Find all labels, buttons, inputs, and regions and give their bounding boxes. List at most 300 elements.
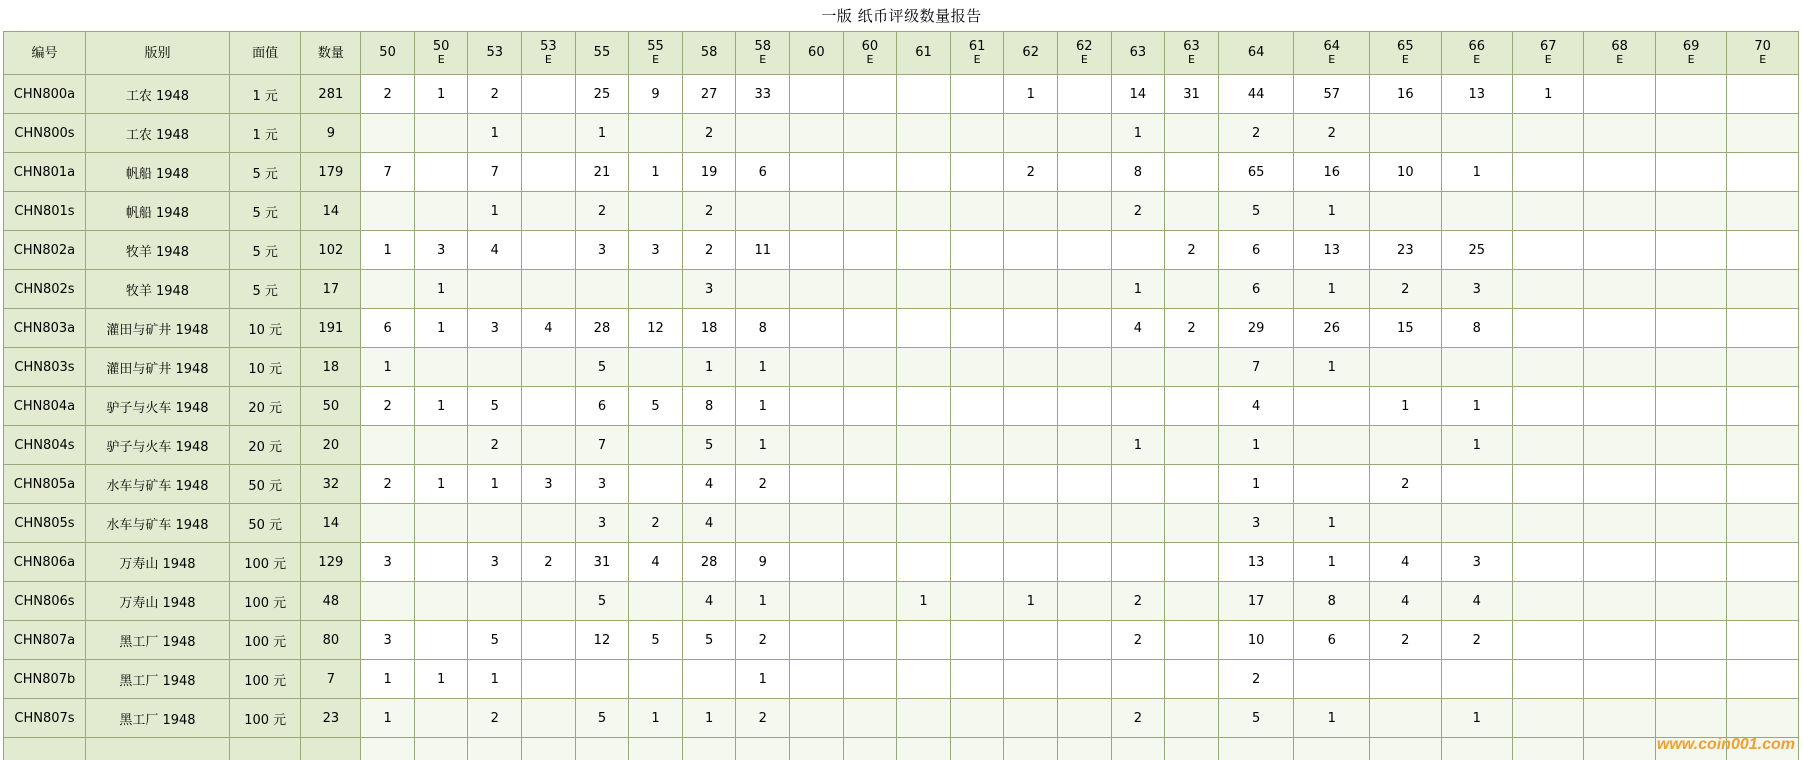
table-row — [4, 504, 1799, 543]
cell-grade-count — [414, 192, 468, 231]
cell-grade-count: 1 — [1294, 270, 1370, 309]
cell-grade-count — [414, 621, 468, 660]
table-row — [4, 465, 1799, 504]
cell-grade-count: 5 — [682, 621, 736, 660]
cell-grade-count: 5 — [629, 621, 683, 660]
cell-grade-count — [950, 231, 1004, 270]
cell-grade-count: 2 — [1370, 465, 1441, 504]
cell-id: CHN807s — [4, 699, 86, 738]
grade-number: 50 — [432, 39, 450, 55]
cell-grade-count — [1513, 348, 1584, 387]
cell-grade-count — [950, 465, 1004, 504]
cell-grade-count — [950, 387, 1004, 426]
grade-suffix: E — [759, 53, 767, 67]
grade-number: 50 — [379, 45, 396, 61]
cell-grade-count — [361, 114, 415, 153]
cell-grade-count — [1584, 114, 1655, 153]
cell-grade-count: 2 — [361, 75, 415, 114]
cell-grade-count — [1004, 465, 1058, 504]
cell-grade-count — [1165, 660, 1219, 699]
cell-grade-count — [790, 75, 844, 114]
cell-grade-count: 11 — [736, 231, 790, 270]
cell-grade-count: 2 — [682, 114, 736, 153]
cell-grade-count — [843, 231, 897, 270]
cell-grade-count — [897, 309, 951, 348]
cell-grade-count — [843, 75, 897, 114]
cell-grade-count — [897, 387, 951, 426]
table-row — [4, 699, 1799, 738]
cell-grade-count — [1727, 699, 1799, 738]
cell-grade-count — [414, 738, 468, 760]
cell-grade-count — [1165, 621, 1219, 660]
column-header-grade-66-e — [1441, 32, 1512, 75]
cell-grade-count — [790, 504, 844, 543]
cell-grade-count: 1 — [468, 114, 522, 153]
cell-grade-count — [1004, 114, 1058, 153]
cell-grade-count — [843, 582, 897, 621]
cell-variety: 工农 1948 — [85, 114, 229, 153]
cell-grade-count — [1727, 192, 1799, 231]
cell-grade-count — [1584, 738, 1655, 760]
cell-id — [4, 738, 86, 760]
cell-grade-count — [1165, 387, 1219, 426]
cell-denomination: 100 元 — [229, 660, 300, 699]
cell-variety: 驴子与火车 1948 — [85, 387, 229, 426]
cell-grade-count: 3 — [361, 543, 415, 582]
cell-variety: 黑工厂 1948 — [85, 660, 229, 699]
cell-grade-count — [1165, 270, 1219, 309]
cell-grade-count: 23 — [1370, 231, 1441, 270]
cell-grade-count — [897, 660, 951, 699]
cell-grade-count — [1004, 348, 1058, 387]
cell-grade-count — [522, 153, 576, 192]
cell-grade-count: 29 — [1218, 309, 1294, 348]
cell-grade-count — [1058, 348, 1112, 387]
cell-grade-count — [897, 192, 951, 231]
cell-grade-count — [790, 114, 844, 153]
cell-grade-count — [522, 348, 576, 387]
cell-id: CHN805s — [4, 504, 86, 543]
cell-grade-count — [1655, 192, 1726, 231]
cell-id: CHN806s — [4, 582, 86, 621]
table-row — [4, 426, 1799, 465]
cell-grade-count — [790, 309, 844, 348]
column-header-grade-64 — [1218, 32, 1294, 75]
table-row — [4, 387, 1799, 426]
cell-quantity: 32 — [301, 465, 361, 504]
cell-grade-count — [1655, 426, 1726, 465]
cell-grade-count: 3 — [629, 231, 683, 270]
cell-grade-count: 2 — [1294, 114, 1370, 153]
cell-denomination: 100 元 — [229, 543, 300, 582]
cell-grade-count — [1058, 231, 1112, 270]
cell-grade-count: 1 — [1294, 348, 1370, 387]
cell-grade-count — [1370, 426, 1441, 465]
cell-grade-count — [1441, 192, 1512, 231]
cell-grade-count: 2 — [361, 465, 415, 504]
cell-grade-count — [1004, 660, 1058, 699]
cell-grade-count: 1 — [468, 465, 522, 504]
cell-grade-count — [629, 270, 683, 309]
cell-grade-count: 15 — [1370, 309, 1441, 348]
cell-denomination: 5 元 — [229, 192, 300, 231]
grade-number: 67 — [1539, 39, 1557, 55]
cell-grade-count — [843, 153, 897, 192]
table-row — [4, 660, 1799, 699]
cell-grade-count — [843, 348, 897, 387]
grade-number: 53 — [486, 45, 504, 61]
cell-grade-count: 5 — [575, 582, 629, 621]
cell-grade-count — [843, 192, 897, 231]
cell-grade-count: 2 — [522, 543, 576, 582]
cell-grade-count: 14 — [1111, 75, 1165, 114]
column-header-grade-53 — [468, 32, 522, 75]
cell-grade-count — [1584, 465, 1655, 504]
cell-grade-count — [1294, 387, 1370, 426]
cell-grade-count — [1584, 231, 1655, 270]
cell-grade-count — [1584, 621, 1655, 660]
cell-grade-count: 5 — [575, 699, 629, 738]
cell-grade-count: 4 — [1111, 309, 1165, 348]
cell-grade-count — [897, 114, 951, 153]
cell-grade-count — [1513, 270, 1584, 309]
column-header-grade-62-e — [1058, 32, 1112, 75]
cell-quantity: 80 — [301, 621, 361, 660]
cell-grade-count — [897, 621, 951, 660]
grade-number: 64 — [1323, 39, 1341, 55]
cell-grade-count — [522, 192, 576, 231]
cell-grade-count: 13 — [1441, 75, 1512, 114]
cell-denomination: 100 元 — [229, 621, 300, 660]
cell-grade-count: 1 — [1441, 426, 1512, 465]
cell-grade-count — [843, 738, 897, 760]
cell-grade-count: 4 — [629, 543, 683, 582]
cell-grade-count — [1058, 543, 1112, 582]
cell-grade-count: 3 — [1441, 543, 1512, 582]
cell-grade-count — [790, 387, 844, 426]
cell-grade-count: 65 — [1218, 153, 1294, 192]
cell-grade-count: 3 — [468, 543, 522, 582]
cell-grade-count — [843, 621, 897, 660]
cell-grade-count — [790, 465, 844, 504]
cell-grade-count — [1655, 231, 1726, 270]
cell-grade-count — [1727, 309, 1799, 348]
cell-grade-count: 1 — [1004, 582, 1058, 621]
grade-suffix: E — [652, 53, 660, 67]
cell-grade-count — [522, 621, 576, 660]
cell-grade-count — [629, 738, 683, 760]
cell-grade-count — [1655, 621, 1726, 660]
table-row — [4, 309, 1799, 348]
cell-grade-count: 5 — [682, 426, 736, 465]
cell-grade-count — [414, 543, 468, 582]
cell-grade-count: 5 — [468, 387, 522, 426]
cell-grade-count: 16 — [1370, 75, 1441, 114]
cell-grade-count — [790, 660, 844, 699]
cell-grade-count — [522, 270, 576, 309]
cell-id: CHN804s — [4, 426, 86, 465]
cell-grade-count — [1655, 699, 1726, 738]
cell-grade-count: 2 — [1218, 114, 1294, 153]
column-header-grade-60 — [790, 32, 844, 75]
cell-grade-count — [1058, 192, 1112, 231]
cell-grade-count — [1165, 699, 1219, 738]
cell-grade-count — [1111, 738, 1165, 760]
cell-grade-count — [1370, 660, 1441, 699]
cell-grade-count — [950, 543, 1004, 582]
cell-quantity: 9 — [301, 114, 361, 153]
cell-grade-count: 1 — [736, 582, 790, 621]
cell-grade-count: 2 — [682, 231, 736, 270]
column-header-grade-69-e — [1655, 32, 1726, 75]
grade-suffix: E — [1759, 53, 1767, 67]
cell-grade-count — [414, 348, 468, 387]
grade-suffix: E — [1080, 53, 1088, 67]
cell-grade-count: 28 — [682, 543, 736, 582]
cell-grade-count: 1 — [361, 660, 415, 699]
cell-grade-count — [468, 504, 522, 543]
cell-grade-count — [522, 738, 576, 760]
cell-grade-count: 12 — [575, 621, 629, 660]
cell-grade-count: 1 — [897, 582, 951, 621]
cell-grade-count — [1111, 543, 1165, 582]
cell-id: CHN801a — [4, 153, 86, 192]
grade-suffix: E — [866, 53, 874, 67]
column-header-variety: 版别 — [85, 32, 229, 75]
cell-grade-count — [1727, 231, 1799, 270]
grade-suffix: E — [1687, 53, 1695, 67]
cell-grade-count — [897, 348, 951, 387]
cell-grade-count — [843, 660, 897, 699]
cell-grade-count — [414, 114, 468, 153]
column-header-grade-58 — [682, 32, 736, 75]
cell-grade-count — [843, 270, 897, 309]
cell-grade-count — [1584, 348, 1655, 387]
cell-grade-count — [1727, 504, 1799, 543]
cell-grade-count — [1165, 153, 1219, 192]
grade-number: 63 — [1183, 39, 1200, 55]
cell-grade-count — [1370, 504, 1441, 543]
cell-grade-count — [414, 153, 468, 192]
table-header-row — [4, 32, 1799, 75]
cell-grade-count — [1655, 465, 1726, 504]
cell-grade-count — [1165, 426, 1219, 465]
cell-grade-count: 4 — [1370, 582, 1441, 621]
cell-grade-count — [897, 738, 951, 760]
cell-denomination: 100 元 — [229, 582, 300, 621]
cell-quantity: 17 — [301, 270, 361, 309]
cell-grade-count — [1513, 309, 1584, 348]
cell-grade-count — [629, 582, 683, 621]
column-header-grade-55-e — [629, 32, 683, 75]
cell-grade-count: 1 — [1218, 465, 1294, 504]
cell-grade-count — [1058, 309, 1112, 348]
cell-grade-count — [950, 114, 1004, 153]
column-header-grade-55 — [575, 32, 629, 75]
cell-grade-count — [1584, 582, 1655, 621]
cell-grade-count — [575, 660, 629, 699]
cell-grade-count — [1058, 465, 1112, 504]
cell-grade-count — [1004, 543, 1058, 582]
cell-grade-count: 2 — [1111, 621, 1165, 660]
cell-grade-count: 1 — [1513, 75, 1584, 114]
grade-number: 62 — [1022, 45, 1039, 61]
cell-grade-count: 13 — [1218, 543, 1294, 582]
table-row — [4, 231, 1799, 270]
cell-grade-count — [1655, 387, 1726, 426]
cell-id: CHN803s — [4, 348, 86, 387]
cell-grade-count — [843, 114, 897, 153]
cell-grade-count: 2 — [468, 699, 522, 738]
cell-grade-count: 1 — [414, 387, 468, 426]
cell-grade-count: 1 — [414, 270, 468, 309]
cell-grade-count — [1111, 465, 1165, 504]
cell-grade-count — [950, 582, 1004, 621]
grade-number: 63 — [1129, 45, 1147, 61]
cell-grade-count — [1584, 309, 1655, 348]
grade-suffix: E — [1328, 53, 1336, 67]
cell-grade-count: 2 — [1111, 699, 1165, 738]
cell-grade-count — [843, 387, 897, 426]
cell-grade-count — [1165, 738, 1219, 760]
grade-suffix: E — [1544, 53, 1552, 67]
cell-grade-count — [1294, 738, 1370, 760]
cell-quantity: 18 — [301, 348, 361, 387]
cell-grade-count — [790, 582, 844, 621]
cell-grade-count — [950, 660, 1004, 699]
grade-number: 66 — [1468, 39, 1486, 55]
cell-grade-count — [629, 348, 683, 387]
cell-variety: 帆船 1948 — [85, 153, 229, 192]
cell-grade-count — [790, 231, 844, 270]
cell-quantity — [301, 738, 361, 760]
cell-denomination: 5 元 — [229, 153, 300, 192]
cell-grade-count: 12 — [629, 309, 683, 348]
cell-grade-count — [1584, 426, 1655, 465]
cell-grade-count: 7 — [468, 153, 522, 192]
cell-grade-count — [414, 699, 468, 738]
cell-grade-count: 1 — [736, 348, 790, 387]
cell-grade-count — [1058, 270, 1112, 309]
cell-grade-count — [575, 738, 629, 760]
cell-grade-count — [1004, 192, 1058, 231]
cell-grade-count — [1513, 114, 1584, 153]
cell-grade-count — [1727, 465, 1799, 504]
table-row — [4, 192, 1799, 231]
cell-grade-count: 57 — [1294, 75, 1370, 114]
cell-grade-count — [843, 543, 897, 582]
cell-grade-count — [522, 387, 576, 426]
cell-id: CHN805a — [4, 465, 86, 504]
cell-grade-count — [790, 543, 844, 582]
cell-grade-count — [1513, 231, 1584, 270]
cell-grade-count — [950, 621, 1004, 660]
cell-grade-count — [736, 192, 790, 231]
cell-grade-count — [1584, 699, 1655, 738]
cell-grade-count — [1004, 270, 1058, 309]
cell-grade-count: 1 — [1111, 426, 1165, 465]
cell-grade-count: 6 — [1294, 621, 1370, 660]
cell-denomination: 10 元 — [229, 309, 300, 348]
column-header-grade-67-e — [1513, 32, 1584, 75]
cell-id: CHN807a — [4, 621, 86, 660]
cell-grade-count — [629, 114, 683, 153]
cell-grade-count: 1 — [361, 699, 415, 738]
cell-grade-count — [1584, 270, 1655, 309]
grade-suffix: E — [437, 53, 445, 67]
cell-denomination: 100 元 — [229, 699, 300, 738]
table-body — [4, 75, 1799, 760]
cell-variety: 水车与矿车 1948 — [85, 465, 229, 504]
cell-grade-count — [1370, 192, 1441, 231]
cell-grade-count: 4 — [1218, 387, 1294, 426]
cell-grade-count: 1 — [736, 387, 790, 426]
cell-variety: 灌田与矿井 1948 — [85, 348, 229, 387]
cell-denomination: 1 元 — [229, 75, 300, 114]
cell-grade-count: 2 — [1165, 309, 1219, 348]
cell-grade-count — [414, 426, 468, 465]
column-header-quantity: 数量 — [301, 32, 361, 75]
cell-grade-count: 2 — [1441, 621, 1512, 660]
cell-grade-count — [1058, 660, 1112, 699]
grade-number: 64 — [1247, 45, 1265, 61]
cell-grade-count — [522, 582, 576, 621]
cell-grade-count — [1165, 582, 1219, 621]
cell-grade-count: 8 — [1294, 582, 1370, 621]
cell-grade-count: 1 — [1111, 270, 1165, 309]
cell-grade-count — [1058, 387, 1112, 426]
cell-grade-count: 31 — [575, 543, 629, 582]
cell-grade-count — [1004, 426, 1058, 465]
cell-grade-count — [1513, 504, 1584, 543]
cell-grade-count: 2 — [1111, 582, 1165, 621]
cell-grade-count — [843, 465, 897, 504]
cell-grade-count — [361, 582, 415, 621]
table-row — [4, 621, 1799, 660]
cell-grade-count — [629, 660, 683, 699]
cell-grade-count — [522, 114, 576, 153]
cell-grade-count — [1165, 192, 1219, 231]
cell-grade-count — [950, 426, 1004, 465]
cell-id: CHN803a — [4, 309, 86, 348]
cell-grade-count: 1 — [629, 699, 683, 738]
cell-grade-count: 1 — [361, 231, 415, 270]
cell-quantity: 14 — [301, 192, 361, 231]
cell-grade-count: 3 — [575, 231, 629, 270]
cell-grade-count: 10 — [1370, 153, 1441, 192]
grade-suffix: E — [1616, 53, 1624, 67]
cell-grade-count — [1165, 348, 1219, 387]
cell-grade-count: 44 — [1218, 75, 1294, 114]
cell-grade-count — [897, 504, 951, 543]
cell-grade-count — [897, 699, 951, 738]
cell-grade-count — [1655, 153, 1726, 192]
cell-grade-count: 9 — [629, 75, 683, 114]
cell-grade-count — [1058, 621, 1112, 660]
cell-grade-count: 21 — [575, 153, 629, 192]
cell-grade-count — [950, 153, 1004, 192]
cell-grade-count — [468, 270, 522, 309]
cell-grade-count: 1 — [1111, 114, 1165, 153]
cell-variety: 水车与矿车 1948 — [85, 504, 229, 543]
cell-grade-count — [522, 504, 576, 543]
table-row — [4, 75, 1799, 114]
cell-grade-count: 2 — [736, 465, 790, 504]
cell-grade-count — [950, 75, 1004, 114]
column-header-grade-61 — [897, 32, 951, 75]
cell-grade-count — [361, 504, 415, 543]
cell-grade-count: 4 — [468, 231, 522, 270]
